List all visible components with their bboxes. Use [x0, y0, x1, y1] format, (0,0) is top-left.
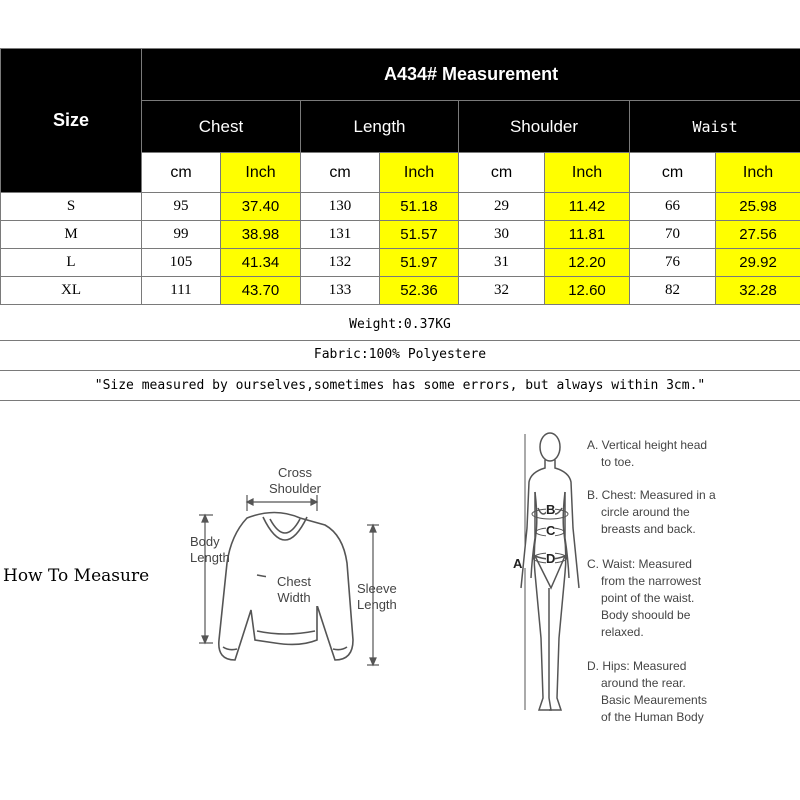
cross-shoulder-label	[260, 465, 330, 497]
label-line: Body	[190, 534, 220, 549]
value-cell: 27.56	[716, 221, 800, 249]
value-cell: 99	[142, 221, 221, 249]
size-cell: S	[1, 193, 142, 221]
label-line: Shoulder	[268, 481, 322, 496]
divider	[0, 370, 800, 371]
note-line: D. Hips: Measured	[587, 659, 687, 673]
weight-text: Weight:0.37KG	[349, 317, 451, 332]
value-cell: 25.98	[716, 193, 800, 221]
value-cell: 11.81	[545, 221, 630, 249]
value-cell: 105	[142, 249, 221, 277]
value-cell: 12.20	[545, 249, 630, 277]
value-cell: 41.34	[221, 249, 301, 277]
note-c	[587, 556, 701, 641]
note-line: A. Vertical height head	[587, 438, 708, 452]
fabric-text: Fabric:100% Polyestere	[313, 347, 487, 362]
letter-c: C	[546, 523, 556, 538]
divider	[0, 400, 800, 401]
body-figure	[505, 428, 585, 728]
value-cell: 132	[301, 249, 380, 277]
unit-cm: cm	[630, 153, 716, 193]
label-line: Width	[277, 590, 311, 605]
unit-inch: Inch	[380, 153, 459, 193]
note-d	[587, 658, 707, 726]
label-line: Cross	[278, 465, 312, 480]
size-chart-table	[0, 48, 800, 305]
value-cell: 32	[459, 277, 545, 305]
letter-b: B	[546, 502, 556, 517]
size-cell: M	[1, 221, 142, 249]
sleeve-length-label	[357, 581, 397, 613]
letter-d: D	[546, 551, 556, 566]
note-line: Body shoould be	[601, 608, 691, 622]
note-line: circle around the	[601, 505, 690, 519]
unit-cm: cm	[142, 153, 221, 193]
note-b	[587, 487, 716, 538]
value-cell: 76	[630, 249, 716, 277]
note-line: to toe.	[601, 455, 635, 469]
letter-a: A	[513, 556, 523, 571]
size-header: Size	[1, 49, 142, 193]
size-cell: L	[1, 249, 142, 277]
unit-cm: cm	[301, 153, 380, 193]
value-cell: 133	[301, 277, 380, 305]
value-cell: 31	[459, 249, 545, 277]
value-cell: 11.42	[545, 193, 630, 221]
note-a	[587, 437, 707, 471]
table-row	[1, 221, 800, 249]
unit-cm: cm	[459, 153, 545, 193]
note-line: B. Chest: Measured in a	[587, 488, 716, 502]
table-row	[1, 249, 800, 277]
value-cell: 12.60	[545, 277, 630, 305]
value-cell: 43.70	[221, 277, 301, 305]
column-length: Length	[301, 101, 459, 153]
value-cell: 111	[142, 277, 221, 305]
value-cell: 32.28	[716, 277, 800, 305]
table-row	[1, 277, 800, 305]
column-shoulder: Shoulder	[459, 101, 630, 153]
unit-inch: Inch	[221, 153, 301, 193]
value-cell: 52.36	[380, 277, 459, 305]
how-to-measure-label: How To Measure	[3, 566, 150, 586]
table-row	[1, 193, 800, 221]
label-line: Sleeve	[357, 581, 397, 596]
unit-inch: Inch	[545, 153, 630, 193]
value-cell: 30	[459, 221, 545, 249]
body-length-label	[190, 534, 230, 566]
note-line: of the Human Body	[601, 710, 704, 724]
value-cell: 29	[459, 193, 545, 221]
value-cell: 131	[301, 221, 380, 249]
chest-width-label	[266, 574, 322, 606]
table-title: A434# Measurement	[142, 49, 800, 101]
value-cell: 51.18	[380, 193, 459, 221]
value-cell: 130	[301, 193, 380, 221]
size-note: "Size measured by ourselves,sometimes has some errors, but always within 3cm."	[94, 378, 706, 393]
value-cell: 66	[630, 193, 716, 221]
note-line: from the narrowest	[601, 574, 702, 588]
value-cell: 51.57	[380, 221, 459, 249]
value-cell: 37.40	[221, 193, 301, 221]
value-cell: 51.97	[380, 249, 459, 277]
note-line: point of the waist.	[601, 591, 695, 605]
value-cell: 82	[630, 277, 716, 305]
label-line: Chest	[277, 574, 311, 589]
note-line: relaxed.	[601, 625, 644, 639]
note-line: breasts and back.	[601, 522, 696, 536]
value-cell: 95	[142, 193, 221, 221]
label-line: Length	[357, 597, 397, 612]
value-cell: 70	[630, 221, 716, 249]
note-line: C. Waist: Measured	[587, 557, 692, 571]
unit-inch: Inch	[716, 153, 800, 193]
value-cell: 29.92	[716, 249, 800, 277]
note-line: around the rear.	[601, 676, 686, 690]
note-line: Basic Meaurements	[601, 693, 708, 707]
column-chest: Chest	[142, 101, 301, 153]
value-cell: 38.98	[221, 221, 301, 249]
column-waist: Waist	[630, 101, 800, 153]
size-cell: XL	[1, 277, 142, 305]
divider	[0, 340, 800, 341]
label-line: Length	[190, 550, 230, 565]
